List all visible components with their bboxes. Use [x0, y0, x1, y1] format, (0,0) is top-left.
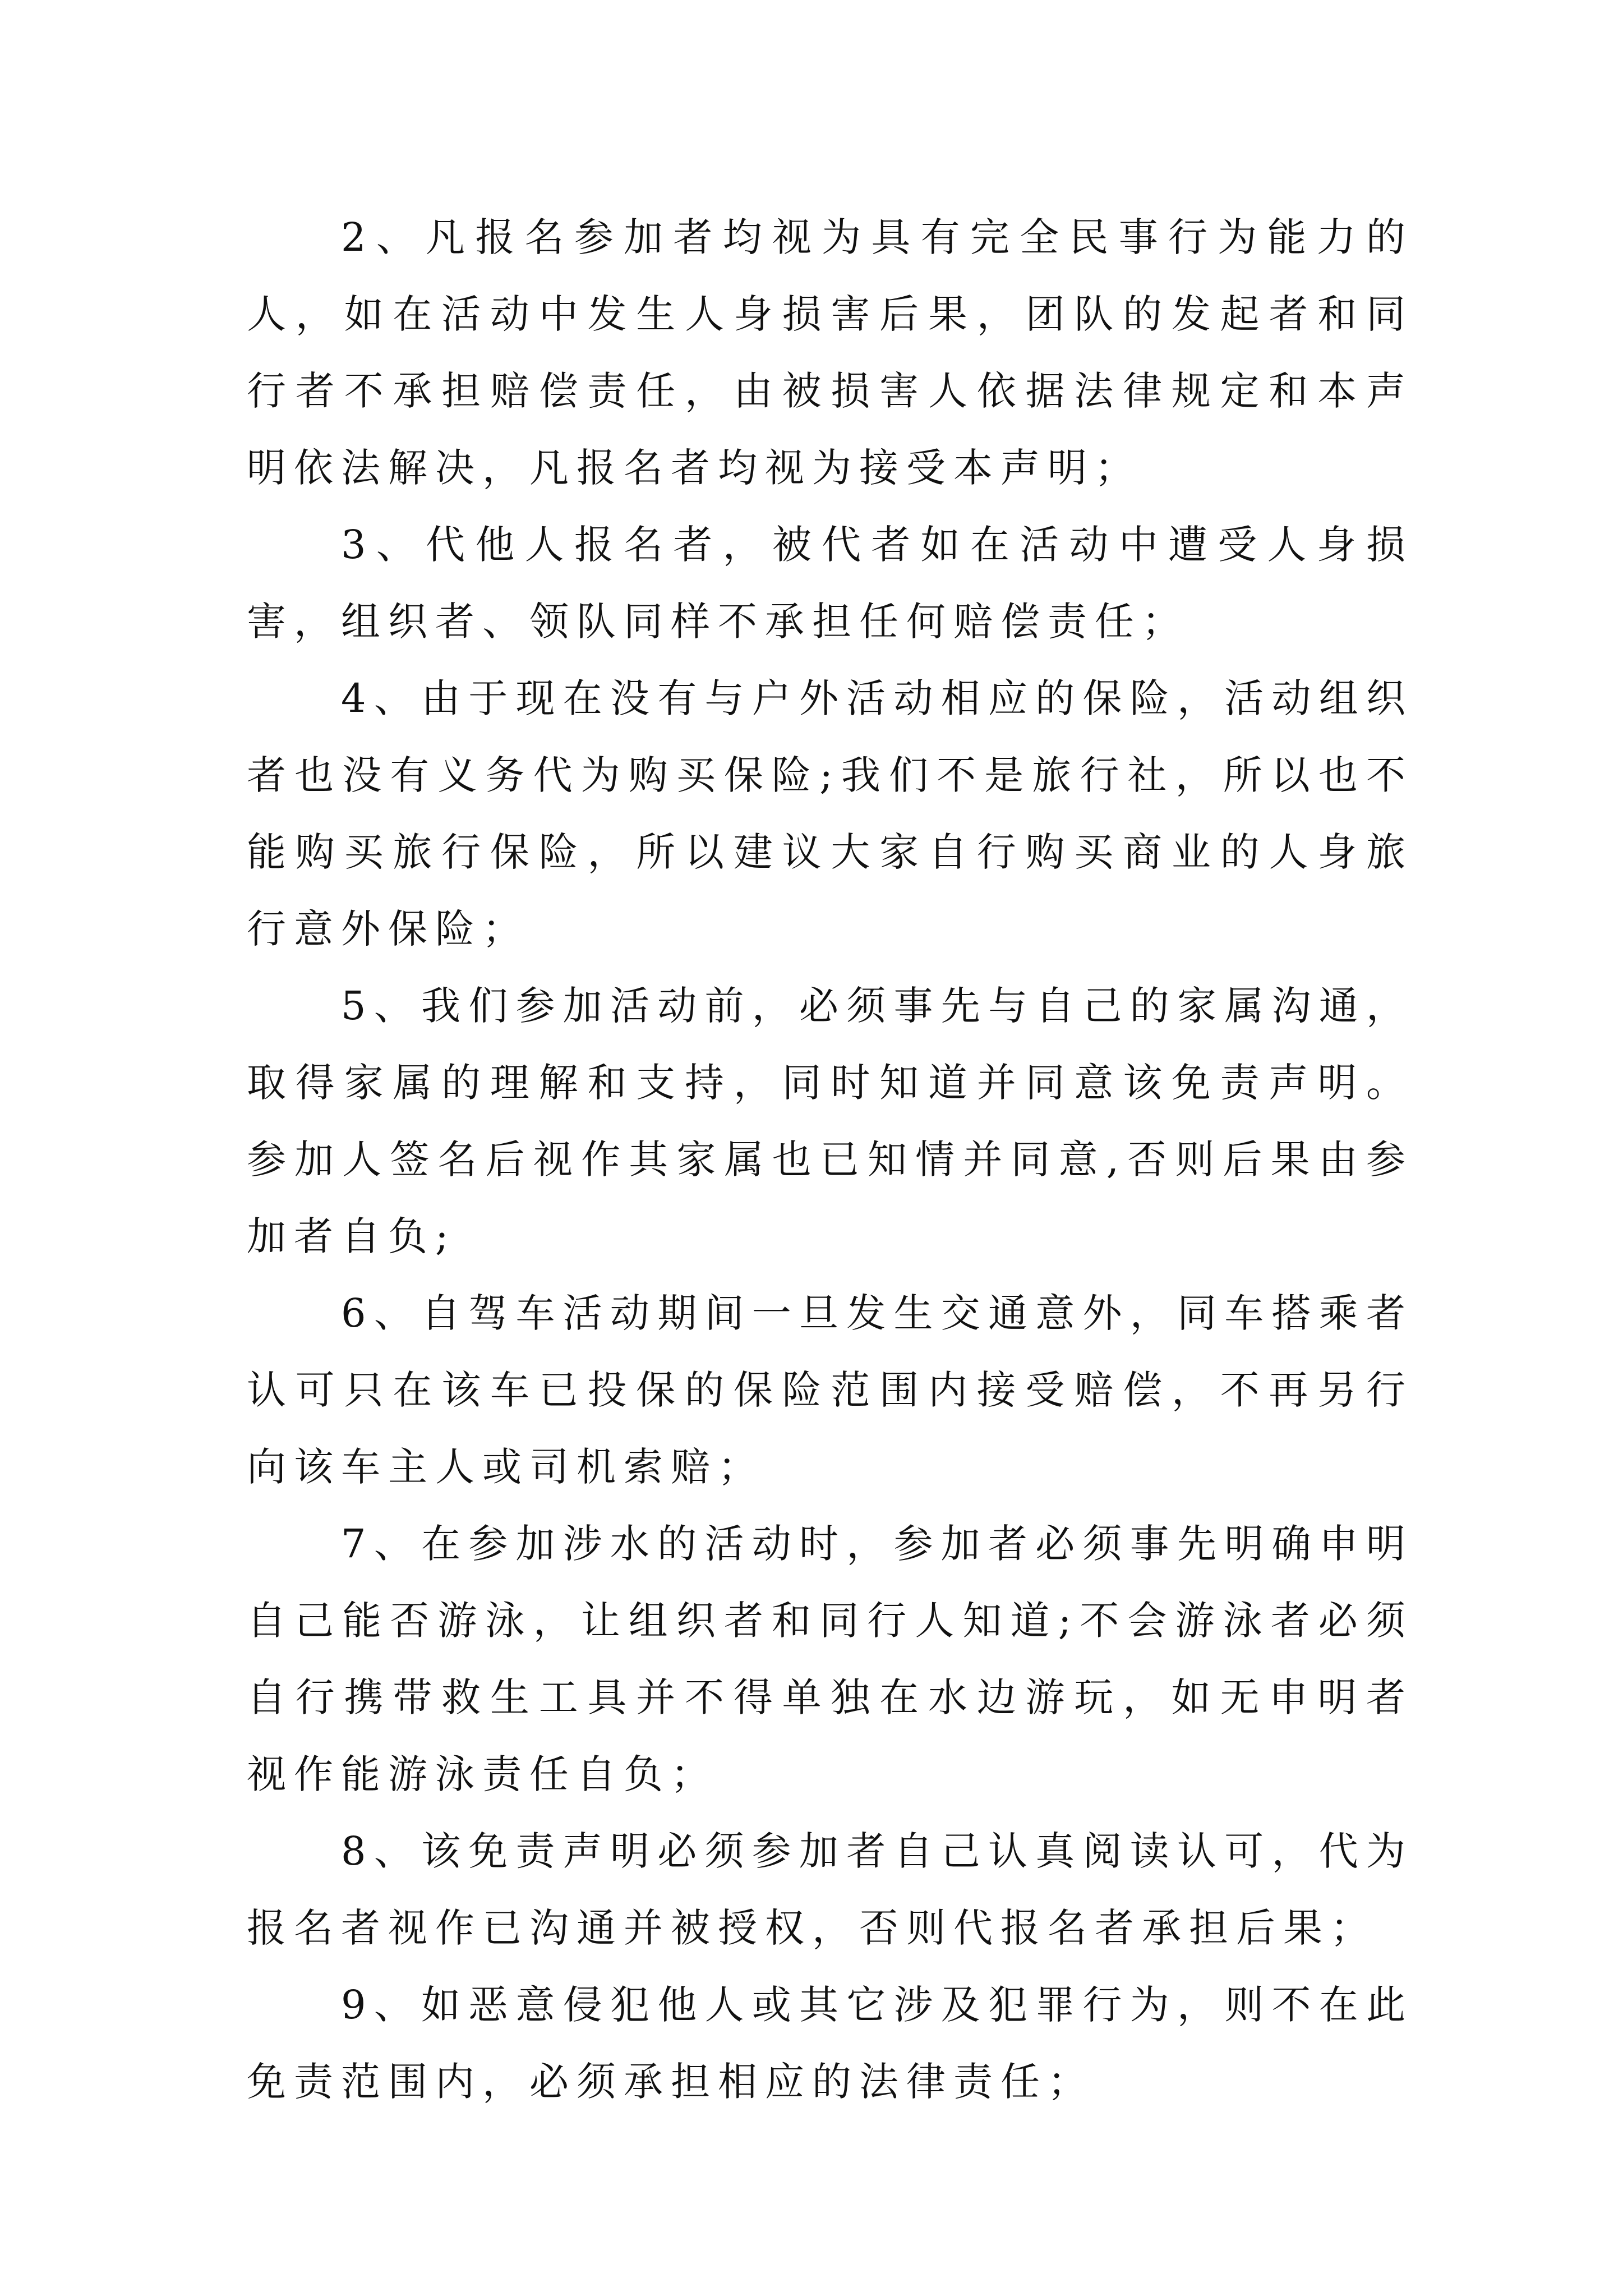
clause-5: 5、我们参加活动前，必须事先与自己的家属沟通，取得家属的理解和支持，同时知道并同意该免责声明。参加人签名后视作其家属也已知情并同意,否则后果由参加者自负; [247, 983, 1413, 1259]
clause-6: 6、自驾车活动期间一旦发生交通意外，同车搭乘者认可只在该车已投保的保险范围内接受赔偿，不再另行向该车主人或司机索赔； [247, 1290, 1413, 1490]
document-body [247, 199, 1413, 2120]
clause-4: 4、由于现在没有与户外活动相应的保险，活动组织者也没有义务代为购买保险;我们不是旅行社，所以也不能购买旅行保险，所以建议大家自行购买商业的人身旅行意外保险； [247, 675, 1413, 952]
clause-3: 3、代他人报名者，被代者如在活动中遭受人身损害，组织者、领队同样不承担任何赔偿责任； [247, 522, 1413, 645]
clause-2: 2、凡报名参加者均视为具有完全民事行为能力的人，如在活动中发生人身损害后果，团队的发起者和同行者不承担赔偿责任，由被损害人依据法律规定和本声明依法解决，凡报名者均视为接受本声明； [247, 214, 1413, 491]
clause-9: 9、如恶意侵犯他人或其它涉及犯罪行为，则不在此免责范围内，必须承担相应的法律责任； [247, 1982, 1413, 2105]
clause-7: 7、在参加涉水的活动时，参加者必须事先明确申明自己能否游泳，让组织者和同行人知道;不会游泳者必须自行携带救生工具并不得单独在水边游玩，如无申明者视作能游泳责任自负； [247, 1521, 1413, 1797]
clause-8: 8、该免责声明必须参加者自己认真阅读认可，代为报名者视作已沟通并被授权，否则代报名者承担后果； [247, 1828, 1413, 1951]
